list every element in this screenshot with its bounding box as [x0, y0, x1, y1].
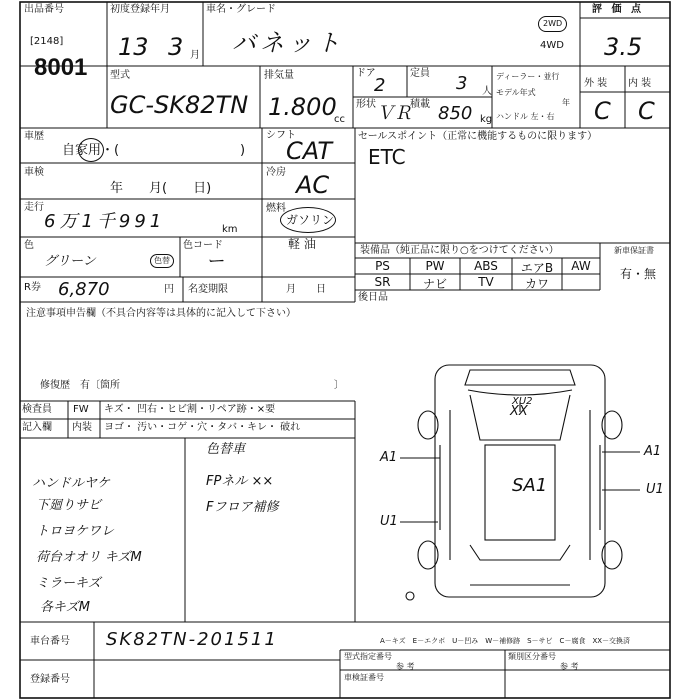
repair-history-close: 〕	[334, 380, 344, 391]
mileage-value: 6万1千991	[44, 211, 166, 232]
lot-code: [2148]	[30, 36, 64, 47]
handle-label: ハンドル 左・右	[496, 112, 555, 121]
mark-xu2: XU2	[512, 396, 533, 407]
sales-point-value: ETC	[368, 145, 406, 169]
load-value: 850	[438, 103, 473, 124]
note-handle: ハンドルヤケ	[32, 476, 111, 491]
note-repaint: 色替車	[206, 442, 246, 457]
repair-history-label: 修復歴 有〔箇所	[40, 380, 120, 391]
yen-unit: 円	[164, 284, 174, 295]
mark-sa1: SA1	[512, 475, 548, 496]
diagram-legend: A－キズ E－エクボ U－凹み W－補修跡 S－サビ C－腐食 XX－交換済	[380, 637, 631, 645]
cc-unit: cc	[334, 114, 345, 125]
inspector-label-bottom: 記入欄	[22, 422, 52, 433]
sales-point-label: セールスポイント（正常に機能するものに限ります）	[358, 131, 598, 142]
repaint-mark: 色替	[150, 254, 174, 268]
equip-leather: カワ	[524, 277, 549, 291]
mark-xx: XX	[510, 404, 528, 419]
person-unit: 人	[482, 86, 492, 97]
note-underbody-rust: 下廻りサビ	[36, 498, 102, 513]
mark-a1-left: A1	[380, 450, 398, 465]
ac-value: AC	[296, 171, 330, 199]
color-code-value: ー	[206, 251, 224, 272]
note-fpanel: FPネル ××	[206, 474, 274, 489]
registration-label: 登録番号	[30, 674, 70, 685]
capacity-label: 定員	[410, 68, 430, 79]
equip-ps: PS	[375, 259, 390, 273]
interior-grade: C	[638, 97, 655, 125]
doors-value: 2	[374, 75, 386, 96]
inspector-row1: キズ・ 凹右・ヒビ割・リペア跡・×要	[104, 404, 276, 415]
km-unit: km	[222, 224, 238, 235]
history-label: 車歴	[24, 131, 44, 142]
capacity-value: 3	[456, 73, 468, 94]
equipment-header: 装備品（純正品に限り○をつけてください）	[360, 245, 559, 256]
model-year-label: モデル年式	[496, 88, 536, 97]
shape-value: ＶＲ	[376, 103, 412, 124]
type-designation-label: 型式指定番号	[344, 652, 392, 661]
class-number-label: 類別区分番号	[508, 652, 556, 661]
car-name: バネット	[232, 29, 344, 57]
color-label: 色	[24, 240, 34, 251]
car-name-grade-label: 車名・グレード	[206, 4, 276, 15]
inspector-row2: ヨゴ・ 汚い・コゲ・穴・タバ・キレ・ 破れ	[104, 422, 301, 433]
lot-number: 8001	[34, 54, 88, 81]
warranty-value: 有・無	[620, 267, 657, 281]
after-items-label: 後日品	[358, 292, 388, 303]
lot-label: 出品番号	[24, 4, 64, 15]
shape-label: 形状	[356, 99, 376, 110]
equip-aw: AW	[571, 259, 591, 273]
interior-label: 内 装	[628, 78, 652, 89]
inspection-label: 車検	[24, 167, 44, 178]
score-value: 3.5	[604, 33, 643, 61]
recycle-label: R券	[24, 282, 41, 293]
displacement-value: 1.800	[268, 93, 337, 121]
equip-airbag: エアB	[520, 261, 554, 275]
year-unit: 年	[562, 98, 570, 107]
equip-abs: ABS	[474, 259, 498, 273]
shift-label: シフト	[266, 130, 296, 141]
notice-label: 注意事項申告欄（不具合内容等は具体的に記入して下さい）	[26, 308, 296, 319]
mark-u1-right: U1	[646, 482, 664, 497]
diagram-leader-lines	[400, 403, 640, 522]
fuel-light-oil: 軽 油	[288, 237, 316, 251]
chassis-number: SK82TN-201511	[106, 629, 278, 650]
dealer-label: ディーラー・並行	[496, 72, 560, 81]
name-change-label: 名変期限	[188, 284, 228, 295]
drive-2wd: 2WD	[538, 16, 567, 32]
mark-a1-right: A1	[644, 444, 662, 459]
note-cargo: 荷台オオリ キズM	[36, 550, 142, 565]
equip-sr: SR	[374, 275, 391, 289]
warranty-number-label: 車検証番号	[344, 673, 384, 682]
model-label: 型式	[110, 70, 130, 81]
first-registration-year: 13	[118, 33, 149, 61]
displacement-label: 排気量	[264, 70, 294, 81]
equip-pw: PW	[425, 259, 445, 273]
doors-label: ドア	[356, 68, 376, 79]
history-circle-mark	[78, 138, 104, 162]
note-mirror: ミラーキズ	[36, 576, 101, 591]
ac-label: 冷房	[266, 167, 286, 178]
inspector-interior: 内装	[72, 422, 92, 433]
type-designation-ref: 参 考	[396, 662, 415, 671]
note-ffloor-repair: Fフロア補修	[206, 500, 279, 515]
shift-value: CAT	[286, 137, 333, 165]
fuel-gas: ガソリン	[286, 213, 335, 227]
class-number-ref: 参 考	[560, 662, 579, 671]
kg-unit: kg	[480, 114, 493, 125]
inspector-fw: FW	[73, 404, 89, 415]
exterior-label: 外 装	[584, 78, 608, 89]
mark-u1-left: U1	[380, 514, 398, 529]
history-value: 自家用・(	[62, 143, 120, 158]
name-change-value: 月 日	[286, 284, 326, 295]
history-close: )	[240, 143, 246, 158]
fuel-circle-mark	[280, 207, 336, 233]
first-registration-label: 初度登録年月	[110, 4, 170, 15]
month-unit: 月	[190, 50, 200, 61]
score-label: 評 価 点	[592, 4, 644, 15]
note-mudguard: トロヨケワレ	[36, 524, 115, 539]
mileage-label: 走行	[24, 202, 44, 213]
drive-4wd: 4WD	[540, 40, 564, 51]
warranty-label: 新車保証書	[614, 246, 654, 255]
inspection-value: 年 月( 日)	[110, 181, 212, 196]
first-registration-month: 3	[168, 33, 184, 61]
load-label: 積載	[410, 99, 430, 110]
note-various: 各キズM	[40, 600, 90, 615]
fuel-label: 燃料	[266, 203, 286, 214]
color-value: グリーン	[44, 254, 96, 269]
recycle-amount: 6,870	[58, 279, 110, 300]
inspector-label-top: 検査員	[22, 404, 52, 415]
equip-tv: TV	[478, 275, 494, 289]
equip-navi: ナビ	[422, 277, 447, 291]
exterior-grade: C	[594, 97, 611, 125]
color-code-label: 色コード	[183, 240, 223, 251]
model-value: GC-SK82TN	[110, 91, 249, 119]
chassis-label: 車台番号	[30, 636, 70, 647]
